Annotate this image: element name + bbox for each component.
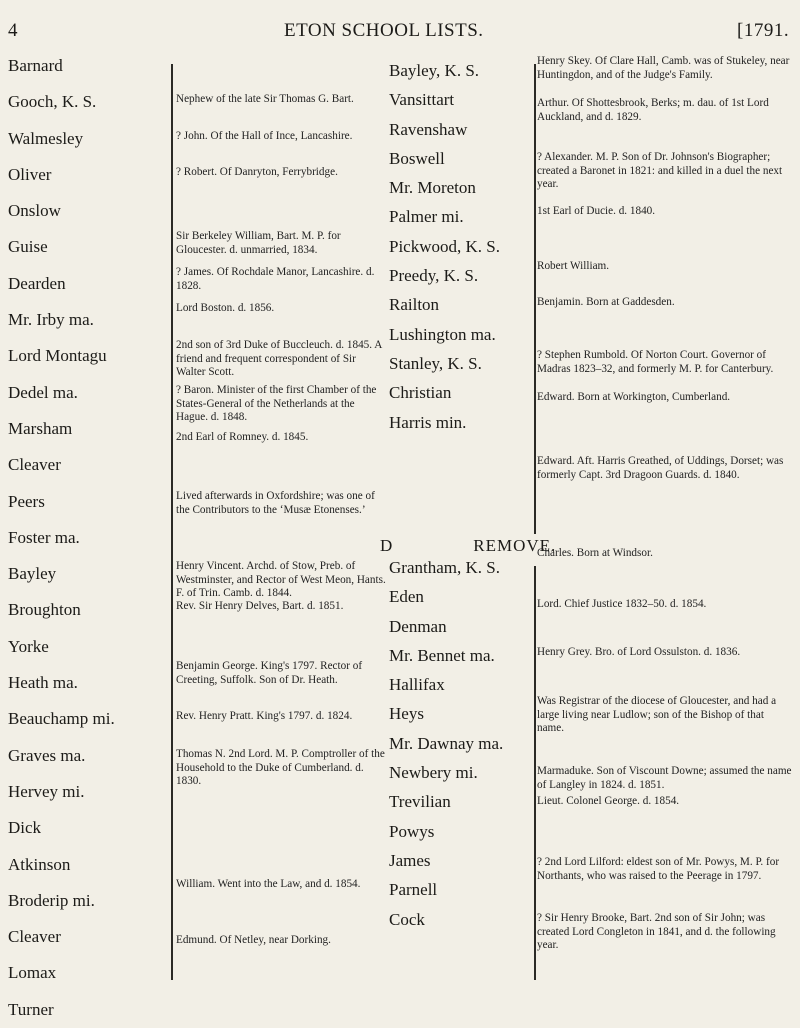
left-name-1: Gooch, K. S. (8, 92, 97, 112)
col4-note-15: ? 2nd Lord Lilford: eldest son of Mr. Powys, M. P. for Northants, who was raised to the Peerage in 1797. (537, 856, 780, 882)
col4-note-11: Henry Grey. Bro. of Lord Ossulston. d. 1836. (537, 646, 741, 658)
page-year: [1791. (737, 20, 790, 41)
col2-note-16: Edmund. Of Netley, near Dorking. (176, 934, 331, 946)
col4-note-3: 1st Earl of Ducie. d. 1840. (537, 205, 656, 217)
col2-note-13: Rev. Henry Pratt. King's 1797. d. 1824. (176, 710, 353, 722)
left-name-19: Graves ma. (8, 745, 86, 765)
col2-note-3: Sir Berkeley William, Bart. M. P. for Gloucester. d. unmarried, 1834. (176, 230, 341, 256)
col4-note-5: Benjamin. Born at Gaddesden. (537, 296, 675, 308)
mid-name-bottom-10: James (389, 850, 431, 870)
mid-name-top-4: Mr. Moreton (389, 178, 476, 198)
left-name-26: Turner (8, 999, 54, 1019)
mid-name-top-7: Preedy, K. S. (389, 266, 479, 286)
col4-note-7: Edward. Born at Workington, Cumberland. (537, 391, 731, 403)
remove-dropcap: D (380, 536, 394, 555)
mid-name-top-3: Boswell (389, 148, 445, 168)
left-name-8: Lord Montagu (8, 346, 107, 366)
col2-note-5: Lord Boston. d. 1856. (176, 302, 275, 314)
mid-name-bottom-6: Mr. Dawnay ma. (389, 733, 504, 753)
col4-note-13: Marmaduke. Son of Viscount Downe; assumed the name of Langley in 1824. d. 1851. (537, 765, 792, 791)
col2-note-11: Rev. Sir Henry Delves, Bart. d. 1851. (176, 600, 344, 612)
mid-name-top-5: Palmer mi. (389, 207, 464, 227)
left-name-23: Broderip mi. (8, 890, 95, 910)
left-name-22: Atkinson (8, 854, 71, 874)
column-divider-right-lower (534, 566, 536, 980)
left-name-24: Cleaver (8, 927, 61, 947)
col4-note-16: ? Sir Henry Brooke, Bart. 2nd son of Sir John; was created Lord Congleton in 1841, and d. the following year. (537, 912, 776, 951)
left-name-17: Heath ma. (8, 673, 78, 693)
col2-note-2: ? Robert. Of Danryton, Ferrybridge. (176, 166, 338, 178)
col2-note-10: Henry Vincent. Archd. of Stow, Preb. of Westminster, and Rector of West Meon, Hants. F. of Trin. Camb. d. 1844. (176, 560, 386, 599)
left-name-20: Hervey mi. (8, 781, 85, 801)
col4-note-0: Henry Skey. Of Clare Hall, Camb. was of Stukeley, near Huntingdon, and of the Judge's Family. (537, 55, 790, 81)
left-name-21: Dick (8, 818, 42, 838)
mid-name-bottom-5: Heys (389, 704, 424, 724)
left-name-14: Bayley (8, 564, 57, 584)
left-name-12: Peers (8, 491, 45, 511)
col2-note-15: William. Went into the Law, and d. 1854. (176, 878, 361, 890)
col4-note-1: Arthur. Of Shottesbrook, Berks; m. dau. of 1st Lord Auckland, and d. 1829. (537, 97, 769, 123)
mid-name-bottom-0: Grantham, K. S. (389, 558, 500, 577)
col2-note-7: ? Baron. Minister of the first Chamber of the States-General of the Netherlands at the Hague. d. 1848. (176, 384, 377, 423)
left-name-16: Yorke (8, 636, 49, 656)
page-number: 4 (8, 20, 18, 41)
left-name-6: Dearden (8, 273, 66, 293)
col4-note-8: Edward. Aft. Harris Greathed, of Uddings, Dorset; was formerly Capt. 3rd Dragoon Guards. d. 1840. (537, 455, 784, 481)
mid-name-bottom-1: Eden (389, 587, 424, 607)
mid-name-bottom-2: Denman (389, 616, 447, 636)
left-name-9: Dedel ma. (8, 382, 78, 402)
left-name-15: Broughton (8, 600, 81, 620)
col2-note-4: ? James. Of Rochdale Manor, Lancashire. d. 1828. (176, 266, 375, 292)
col4-note-4: Robert William. (537, 260, 610, 272)
mid-name-bottom-3: Mr. Bennet ma. (389, 645, 495, 665)
mid-name-bottom-12: Cock (389, 909, 425, 929)
col2-note-6: 2nd son of 3rd Duke of Buccleuch. d. 1845. A friend and frequent correspondent of Sir Walter Scott. (176, 339, 382, 378)
left-name-list (8, 48, 158, 1028)
left-name-5: Guise (8, 237, 48, 257)
col4-note-9: Charles. Born at Windsor. (537, 547, 653, 559)
left-name-2: Walmesley (8, 128, 84, 148)
mid-name-list-bottom (389, 553, 529, 934)
col4-note-6: ? Stephen Rumbold. Of Norton Court. Governor of Madras 1823–32, and formerly M. P. for Canterbury. (537, 349, 774, 375)
mid-name-top-11: Christian (389, 383, 452, 403)
mid-name-bottom-8: Trevilian (389, 792, 451, 812)
left-name-13: Foster ma. (8, 527, 80, 547)
left-name-7: Mr. Irby ma. (8, 310, 94, 330)
col2-note-1: ? John. Of the Hall of Ince, Lancashire. (176, 130, 353, 142)
remove-heading-text: REMOVE. (473, 536, 557, 555)
mid-name-top-0: Bayley, K. S. (389, 61, 480, 80)
col4-note-10: Lord. Chief Justice 1832–50. d. 1854. (537, 598, 707, 610)
column-divider-left (171, 64, 173, 980)
left-name-10: Marsham (8, 418, 73, 438)
mid-name-top-9: Lushington ma. (389, 324, 496, 344)
page-title: ETON SCHOOL LISTS. (284, 20, 484, 41)
col4-note-12: Was Registrar of the diocese of Gloucester, and had a large living near Ludlow; son of the Bishop of that name. (537, 695, 777, 734)
left-name-0: Barnard (8, 56, 63, 75)
mid-name-list-top (389, 56, 529, 437)
mid-name-bottom-7: Newbery mi. (389, 763, 478, 783)
left-name-25: Lomax (8, 963, 57, 983)
left-name-11: Cleaver (8, 455, 61, 475)
col2-note-14: Thomas N. 2nd Lord. M. P. Comptroller of the Household to the Duke of Cumberland. d. 1830. (176, 748, 385, 787)
mid-name-top-1: Vansittart (389, 90, 455, 110)
mid-name-bottom-9: Powys (389, 821, 435, 841)
col4-note-14: Lieut. Colonel George. d. 1854. (537, 795, 680, 807)
col2-note-8: 2nd Earl of Romney. d. 1845. (176, 431, 309, 443)
mid-name-top-12: Harris min. (389, 412, 467, 432)
mid-name-bottom-4: Hallifax (389, 675, 445, 695)
left-name-18: Beauchamp mi. (8, 709, 115, 729)
col2-note-0: Nephew of the late Sir Thomas G. Bart. (176, 93, 354, 105)
mid-name-top-8: Railton (389, 295, 440, 315)
col2-note-9: Lived afterwards in Oxfordshire; was one of the Contributors to the ‘Musæ Etonenses.’ (176, 490, 375, 516)
mid-name-bottom-11: Parnell (389, 880, 438, 900)
col2-note-12: Benjamin George. King's 1797. Rector of Creeting, Suffolk. Son of Dr. Heath. (176, 660, 363, 686)
mid-name-top-10: Stanley, K. S. (389, 353, 482, 373)
mid-name-top-6: Pickwood, K. S. (389, 236, 500, 256)
column-divider-right (534, 64, 536, 534)
col4-note-2: ? Alexander. M. P. Son of Dr. Johnson's Biographer; created a Baronet in 1821: and killed in a duel the next year. (537, 151, 783, 190)
mid-name-top-2: Ravenshaw (389, 119, 468, 139)
left-name-3: Oliver (8, 164, 52, 184)
left-name-4: Onslow (8, 201, 61, 221)
